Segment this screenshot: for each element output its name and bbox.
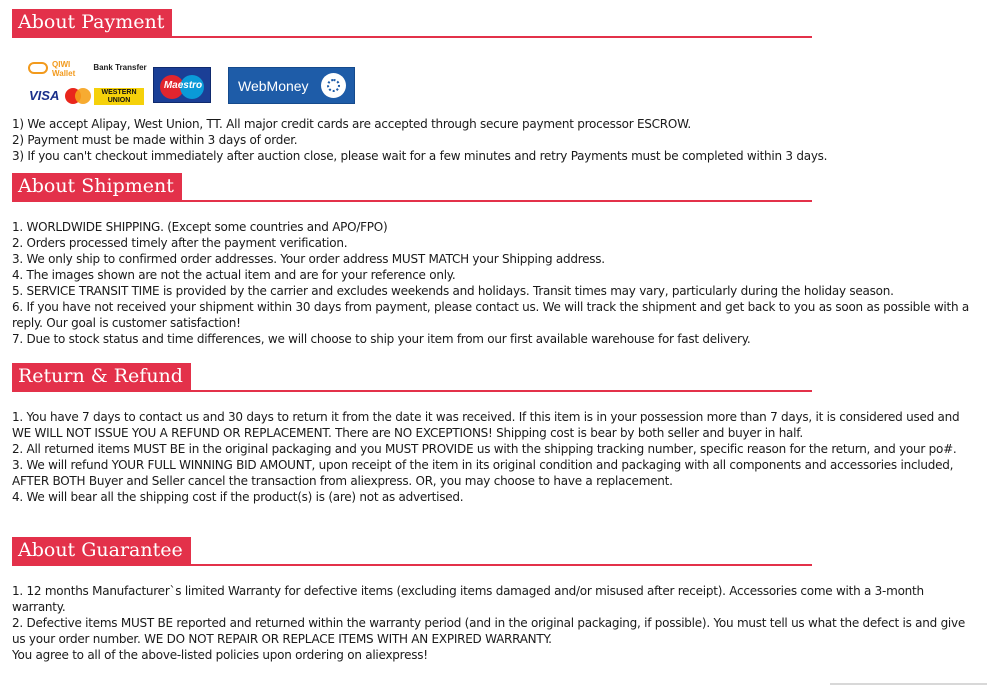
refund-divider <box>12 390 812 392</box>
guarantee-text <box>12 583 972 663</box>
qiwi-wallet-logo <box>26 57 86 81</box>
refund-section <box>12 363 972 505</box>
payment-section <box>12 9 972 164</box>
maestro-logo-text: Maestro <box>163 80 203 91</box>
payment-line: 2) Payment must be made within 3 days of order. <box>12 133 298 147</box>
payment-header <box>12 9 972 39</box>
western-union-logo: WESTERN UNION <box>94 88 144 105</box>
payment-text <box>12 116 972 164</box>
webmoney-globe-icon <box>321 73 346 98</box>
webmoney-logo <box>228 67 355 104</box>
refund-line: 4. We will bear all the shipping cost if the product(s) is (are) not as advertised. <box>12 490 464 504</box>
guarantee-header <box>12 537 972 567</box>
refund-line: 1. You have 7 days to contact us and 30 days to return it from the date it was received. If this item is in your possession more than 7 days, it is considered used and WE WILL NOT ISSUE YOU A REFUND OR REPLACEMENT. There are NO EXCEPTIONS! Shipping cost is bear by both seller and buyer in half. <box>12 410 960 440</box>
shipment-header <box>12 173 972 203</box>
maestro-logo <box>153 67 211 103</box>
shipment-line: 4. The images shown are not the actual item and are for your reference only. <box>12 268 456 282</box>
payment-title: About Payment <box>12 9 172 36</box>
webmoney-logo-text: WebMoney <box>238 78 309 94</box>
refund-header <box>12 363 972 393</box>
shipment-title: About Shipment <box>12 173 182 200</box>
guarantee-line: 2. Defective items MUST BE reported and returned within the warranty period (and in the original packaging, if possible). You must tell us what the defect is and give us your order number. WE DO NOT REPAIR OR REPLACE ITEMS WITH AN EXPIRED WARRANTY. <box>12 616 965 646</box>
bank-transfer-logo: Bank Transfer <box>93 63 147 72</box>
guarantee-line: You agree to all of the above-listed policies upon ordering on aliexpress! <box>12 648 428 662</box>
payment-line: 1) We accept Alipay, West Union, TT. All major credit cards are accepted through secure payment processor ESCROW. <box>12 117 691 131</box>
payment-divider <box>12 36 812 38</box>
refund-title: Return & Refund <box>12 363 191 390</box>
shipment-text <box>12 219 972 347</box>
mastercard-yellow-circle-icon <box>75 88 91 104</box>
shipment-section <box>12 173 972 347</box>
shipment-line: 5. SERVICE TRANSIT TIME is provided by the carrier and excludes weekends and holidays. Transit times may vary, particularly during the holiday season. <box>12 284 894 298</box>
visa-logo: VISA <box>29 88 60 103</box>
shipment-line: 1. WORLDWIDE SHIPPING. (Except some countries and APO/FPO) <box>12 220 388 234</box>
payment-line: 3) If you can't checkout immediately after auction close, please wait for a few minutes and retry Payments must be completed within 3 days. <box>12 149 828 163</box>
guarantee-title: About Guarantee <box>12 537 191 564</box>
guarantee-divider <box>12 564 812 566</box>
shipment-divider <box>12 200 812 202</box>
refund-line: 3. We will refund YOUR FULL WINNING BID AMOUNT, upon receipt of the item in its original condition and packaging with all components and accessories included, AFTER BOTH Buyer and Seller cancel the transaction from aliexpress. OR, you may choose to have a replacement. <box>12 458 954 488</box>
mastercard-logo <box>65 88 91 104</box>
shipment-line: 6. If you have not received your shipment within 30 days from payment, please contact us. We will track the shipment and get back to you as soon as possible with a reply. Our goal is customer satisfaction! <box>12 300 969 330</box>
guarantee-line: 1. 12 months Manufacturer`s limited Warranty for defective items (excluding items damaged and/or misused after receipt). Accessories come with a 3-month warranty. <box>12 584 924 614</box>
qiwi-logo-text: QIWI Wallet <box>52 60 76 78</box>
payment-logos <box>12 57 972 114</box>
refund-line: 2. All returned items MUST BE in the original packaging and you MUST PROVIDE us with the shipping tracking number, specific reason for the return, and your po#. <box>12 442 957 456</box>
shipment-line: 7. Due to stock status and time differences, we will choose to ship your item from our first available warehouse for fast delivery. <box>12 332 751 346</box>
guarantee-section <box>12 537 972 663</box>
qiwi-icon <box>28 62 48 74</box>
refund-text <box>12 409 972 505</box>
shipment-line: 3. We only ship to confirmed order addresses. Your order address MUST MATCH your Shipping address. <box>12 252 605 266</box>
shipment-line: 2. Orders processed timely after the payment verification. <box>12 236 348 250</box>
